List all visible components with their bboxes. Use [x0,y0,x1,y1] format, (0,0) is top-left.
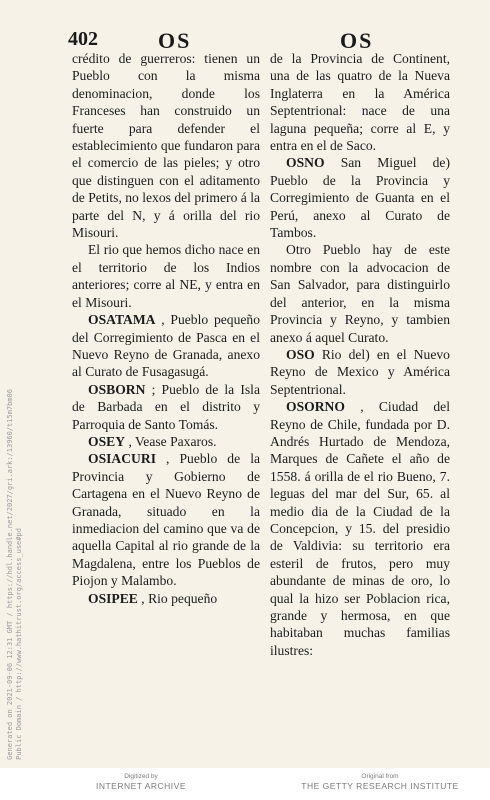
dictionary-entry [72,450,260,589]
continued-text: crédito de guerreros: tienen un Pueblo con la misma denominacion, donde los Franceses han construido un fuerte para defender el establecimiento que fundaron para el comercio de las pieles; y otro que distinguen con el aditamento de Petits, no lexos del primero á la parte del N, y á orilla del rio Misouri. [72,51,261,241]
entry-text: , Pueblo de la Provincia y Gobierno de Cartagena en el Nuevo Reyno de Granada, situado en la inmediacion del camino que va de aquella Capital al rio grande de la Magdalena, entre los Pueblos de Piojon y Malambo. [72,451,260,589]
entry-headword: OSO [286,346,315,362]
dictionary-entry [72,311,260,381]
entry-text: , Ciudad del Reyno de Chile, fundada por D. Andrés Hurtado de Mendoza, Marques de Cañete el año de 1558. á orilla de el rio Bueno, 7. leguas del mar del Sur, 65. al medio dia de la Ciudad de la Concepcion, y 15. del presidio de Valdivia: su territorio era esteril de frutos, pero muy abundante de minas de oro, lo qual la hizo ser Poblacion rica, grande y hermosa, en que habitaban muchas familias ilustres: [270,399,450,658]
continued-text: de la Provincia de Continent, una de las quatro de la Nueva Inglaterra en la América Septentrional: nace de una laguna pequeña; corre al E, y entra en el de Saco. [270,51,450,154]
entry-text: Rio del) en el Nuevo Reyno de Mexico y América Septentrional. [270,346,450,397]
dictionary-entry [270,154,450,241]
right-column [270,50,450,659]
original-from-label: Original from [361,773,399,780]
entry-headword: OSATAMA [88,312,156,328]
running-head-right: OS [340,28,374,53]
getty-institute-name: THE GETTY RESEARCH INSTITUTE [301,781,459,791]
internet-archive-name: INTERNET ARCHIVE [95,781,187,791]
original-source-credit [280,772,480,792]
dictionary-entry [72,433,260,450]
entry-text: ; Pueblo de la Isla de Barbada en el distrito y Parroquia de Santo Tomás. [72,381,260,432]
dictionary-entry [72,381,260,433]
entry-headword: OSBORN [88,381,146,397]
entry-headword: OSEY [88,433,126,449]
running-head-left: OS [158,28,192,53]
hathitrust-side-note [6,389,24,760]
entry-headword: OSIPEE [88,590,138,606]
paragraph: El rio que hemos dicho nace en el territorio de los Indios anteriores; corre al NE, y entra en el Misouri. [72,242,260,310]
entry-headword: OSIACURI [88,451,156,467]
left-column [72,50,260,607]
paragraph: Otro Pueblo hay de este nombre con la advocacion de San Salvador, para distinguirlo del anterior, en la misma Provincia y Reyno, y tambien anexo á aquel Curato. [270,242,450,345]
digitizer-credit [66,772,216,792]
entry-text: San Miguel de) Pueblo de la Provincia y Corregimiento de Guanta en el Perú, anexo al Curato de Tambos. [270,155,450,241]
entry-text: , Rio pequeño [141,590,218,606]
entry-headword: OSNO [286,155,325,171]
dictionary-entry [270,398,450,659]
digitized-by-label: Digitized by [124,773,158,780]
entry-headword: OSORNO [286,399,345,415]
digitization-footer [0,768,490,800]
side-note-line: Generated on 2021-09-06 12:31 GMT / https://hdl.handle.net/2027/gri.ark:/13960/t15m7bm06 [6,389,14,760]
dictionary-entry [72,590,260,607]
page-number: 402 [68,28,98,50]
side-note-line: Public Domain / http://www.hathitrust.org/access_use#pd [15,528,23,760]
entry-text: , Vease Paxaros. [128,433,217,449]
entry-text: , Pueblo pequeño del Corregimiento de Pasca en el Nuevo Reyno de Granada, anexo al Curato de Fusagasugá. [72,312,260,380]
dictionary-entry [270,346,450,398]
